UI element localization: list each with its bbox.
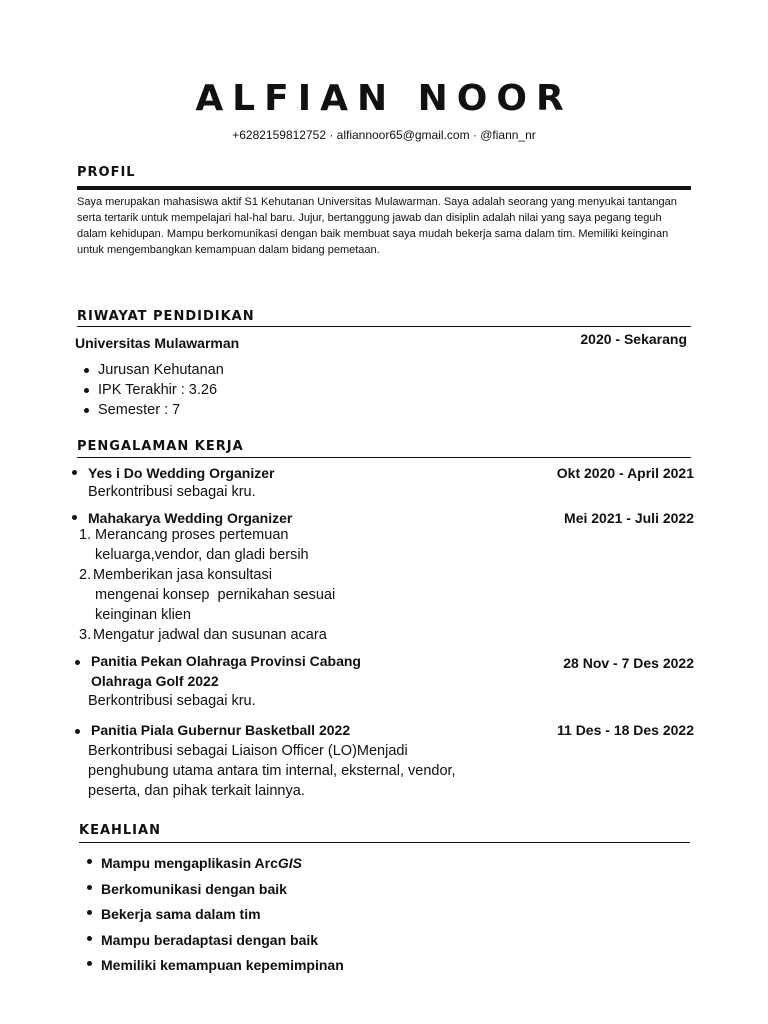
skill-item: Bekerja sama dalam tim	[101, 902, 344, 928]
task-item	[79, 565, 499, 625]
divider	[79, 842, 690, 843]
job-period: 11 Des - 18 Des 2022	[557, 722, 694, 738]
task-item	[79, 625, 499, 645]
contact-info: +6282159812752 · alfiannoor65@gmail.com · @fiann_nr	[232, 128, 536, 142]
task-text: Memberikan jasa konsultasi	[93, 567, 272, 583]
school-name: Universitas Mulawarman	[75, 335, 240, 351]
skill-item	[101, 851, 344, 877]
skill-item: Berkomunikasi dengan baik	[101, 877, 344, 903]
profile-text: Saya merupakan mahasiswa aktif S1 Kehutanan Universitas Mulawarman. Saya adalah seorang yang menyukai tantangan serta tertarik untuk mempelajari hal-hal baru. Jujur, bertanggung jawab dan disiplin adalah nilai yang saya pegang teguh dalam kehidupan. Mampu berkomunikasi dengan baik membuat saya mudah bekerja sama dalam tim. Memiliki keinginan untuk mengembangkan kemampuan dalam bidang pemetaan.	[77, 196, 677, 256]
task-number: 2.	[79, 567, 92, 583]
job-description: Berkontribusi sebagai kru.	[88, 693, 256, 709]
job-period: Okt 2020 - April 2021	[556, 465, 694, 481]
description-line: peserta, dan pihak terkait lainnya.	[88, 783, 305, 799]
task-number: 3.	[79, 627, 92, 643]
description-line: Berkontribusi sebagai Liaison Officer (LO)Menjadi	[88, 743, 408, 759]
bullet-icon	[75, 660, 80, 665]
section-title-experience: PENGALAMAN KERJA	[77, 439, 244, 454]
task-number: 1.	[79, 527, 92, 543]
bullet-icon	[72, 515, 77, 520]
job-period: 28 Nov - 7 Des 2022	[563, 655, 694, 671]
bullet-icon	[72, 470, 77, 475]
skill-item: Memiliki kemampuan kepemimpinan	[101, 953, 344, 979]
task-item	[79, 525, 499, 565]
description-line: penghubung utama antara tim internal, eksternal, vendor,	[88, 763, 456, 779]
education-period: 2020 - Sekarang	[580, 331, 687, 347]
list-item: IPK Terakhir : 3.26	[98, 380, 224, 400]
job-title-line: Panitia Pekan Olahraga Provinsi Cabang	[91, 653, 361, 669]
job-title: Yes i Do Wedding Organizer	[88, 465, 275, 481]
job-task-list	[79, 525, 499, 645]
section-title-skills: KEAHLIAN	[79, 823, 161, 838]
skills-list	[101, 851, 344, 979]
divider	[77, 326, 691, 327]
task-text: keinginan klien	[95, 607, 191, 623]
job-description	[88, 741, 508, 801]
section-title-profile: PROFIL	[77, 165, 136, 180]
bullet-icon	[75, 729, 80, 734]
task-text: mengenai konsep pernikahan sesuai	[95, 587, 336, 603]
divider	[77, 186, 691, 190]
job-title: Mahakarya Wedding Organizer	[88, 510, 293, 526]
task-text: Mengatur jadwal dan susunan acara	[93, 627, 327, 643]
list-item: Semester : 7	[98, 400, 224, 420]
list-item: Jurusan Kehutanan	[98, 362, 224, 378]
skill-text-italic: GIS	[277, 855, 302, 871]
task-text: keluarga,vendor, dan gladi bersih	[95, 547, 309, 563]
job-period: Mei 2021 - Juli 2022	[564, 510, 694, 526]
job-title: Panitia Piala Gubernur Basketball 2022	[91, 722, 351, 738]
skill-text: Mampu mengaplikasin Arc	[101, 855, 278, 871]
resume-name: ALFIAN NOOR	[195, 78, 573, 119]
section-title-education: RIWAYAT PENDIDIKAN	[77, 309, 255, 324]
divider	[77, 457, 691, 458]
job-description: Berkontribusi sebagai kru.	[88, 484, 256, 500]
job-title-line: Olahraga Golf 2022	[91, 673, 219, 689]
education-details	[98, 360, 224, 420]
task-text: Merancang proses pertemuan	[95, 527, 289, 543]
skill-item: Mampu beradaptasi dengan baik	[101, 928, 344, 954]
